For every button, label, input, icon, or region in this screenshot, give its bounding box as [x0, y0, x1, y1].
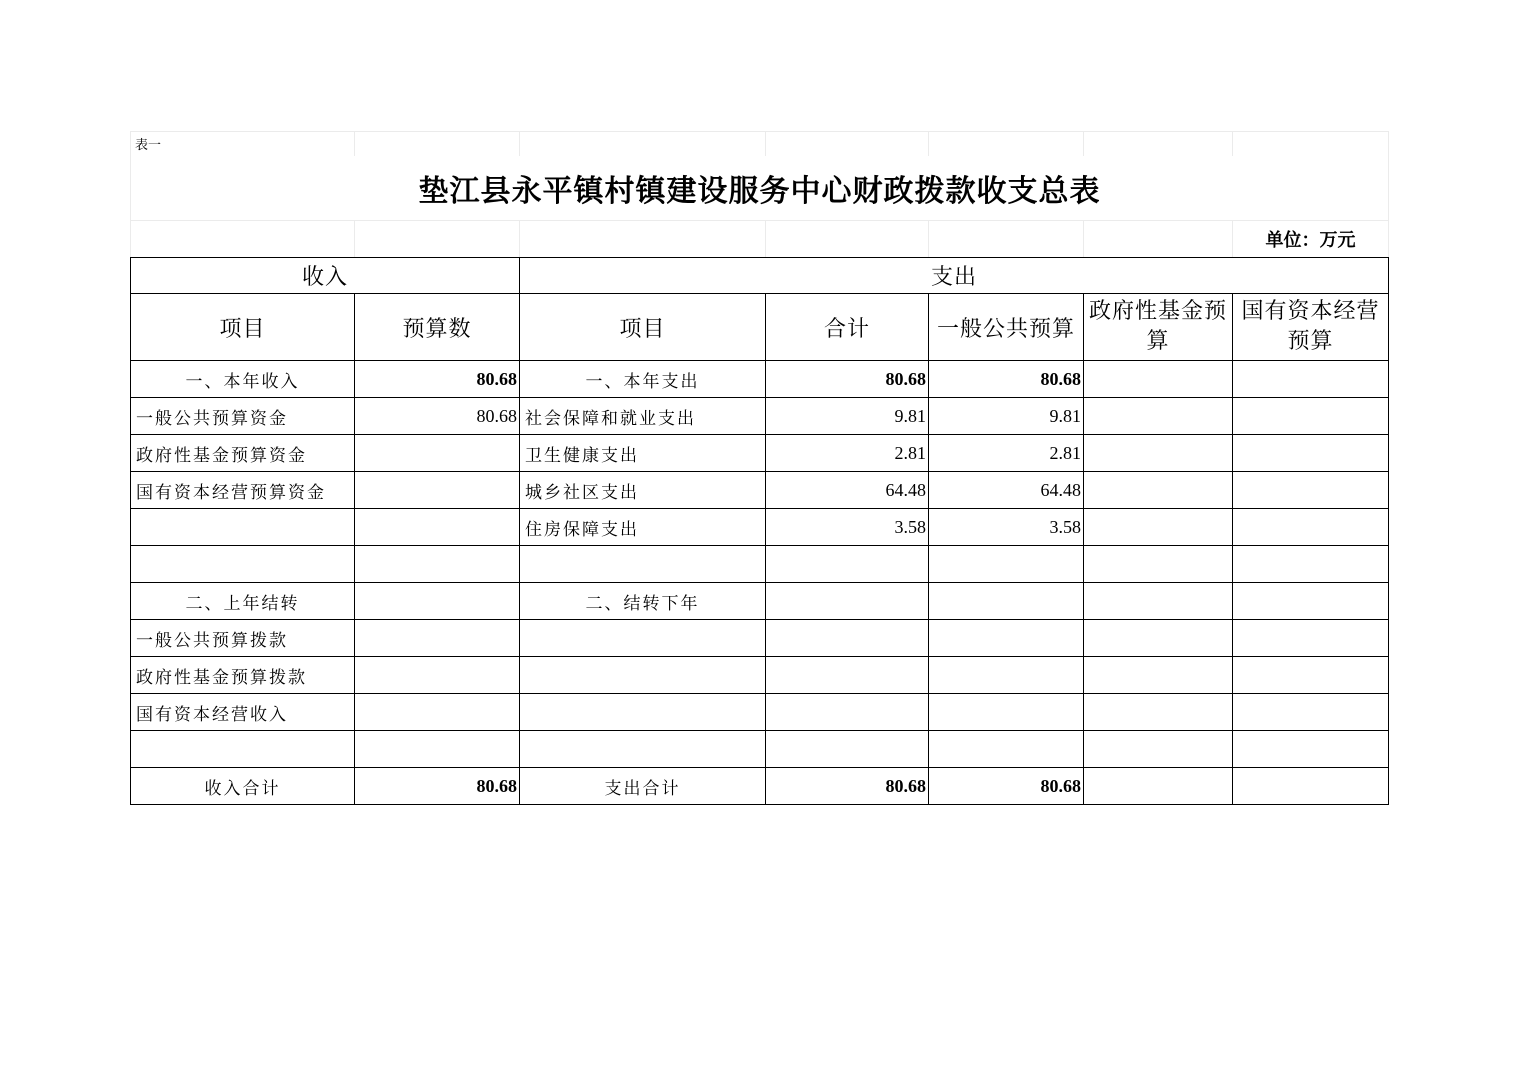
income-budget-header: 预算数	[355, 294, 520, 361]
expense-capital	[1233, 583, 1389, 620]
expense-total	[766, 694, 929, 731]
expense-item	[520, 731, 766, 768]
budget-summary-table	[130, 257, 1389, 805]
income-item	[131, 731, 355, 768]
income-budget	[355, 583, 520, 620]
grid-cell	[1233, 132, 1389, 156]
expense-item-header: 项目	[520, 294, 766, 361]
grid-cell	[355, 132, 520, 156]
table-row	[131, 472, 1389, 509]
expense-item: 城乡社区支出	[520, 472, 766, 509]
expense-total-header: 合计	[766, 294, 929, 361]
unit-label: 单位：万元	[1233, 221, 1389, 258]
expense-item	[520, 546, 766, 583]
table-row	[131, 694, 1389, 731]
expense-total	[766, 546, 929, 583]
expense-group-header: 支出	[520, 258, 1389, 294]
grid-cell	[131, 221, 355, 258]
grid-cell	[766, 132, 929, 156]
expense-general: 9.81	[929, 398, 1084, 435]
income-item: 一般公共预算资金	[131, 398, 355, 435]
expense-total: 80.68	[766, 361, 929, 398]
expense-total: 80.68	[766, 768, 929, 805]
income-budget: 80.68	[355, 361, 520, 398]
expense-general	[929, 546, 1084, 583]
expense-capital	[1233, 768, 1389, 805]
income-item: 二、上年结转	[131, 583, 355, 620]
expense-capital	[1233, 731, 1389, 768]
income-total-amount: 80.68	[355, 768, 520, 805]
grid-cell	[766, 221, 929, 258]
expense-item	[520, 694, 766, 731]
income-item: 国有资本经营收入	[131, 694, 355, 731]
grid-cell	[1084, 132, 1233, 156]
income-budget	[355, 546, 520, 583]
expense-item: 住房保障支出	[520, 509, 766, 546]
table-row	[131, 435, 1389, 472]
expense-fund	[1084, 546, 1233, 583]
expense-capital	[1233, 546, 1389, 583]
expense-item: 卫生健康支出	[520, 435, 766, 472]
expense-fund	[1084, 620, 1233, 657]
expense-general	[929, 694, 1084, 731]
expense-capital	[1233, 657, 1389, 694]
table-row	[131, 731, 1389, 768]
title-block	[130, 131, 1389, 258]
table-row	[131, 361, 1389, 398]
header-row-groups	[131, 258, 1389, 294]
expense-capital-header: 国有资本经营预算	[1233, 294, 1389, 361]
table-label: 表一	[131, 132, 355, 156]
income-item: 一、本年收入	[131, 361, 355, 398]
expense-fund-header: 政府性基金预算	[1084, 294, 1233, 361]
expense-general: 64.48	[929, 472, 1084, 509]
income-item: 一般公共预算拨款	[131, 620, 355, 657]
expense-total: 9.81	[766, 398, 929, 435]
expense-general	[929, 583, 1084, 620]
totals-row	[131, 768, 1389, 805]
table-row	[131, 546, 1389, 583]
income-budget	[355, 731, 520, 768]
expense-fund	[1084, 694, 1233, 731]
income-item: 政府性基金预算拨款	[131, 657, 355, 694]
table-row	[131, 398, 1389, 435]
table-row	[131, 583, 1389, 620]
income-item	[131, 546, 355, 583]
income-budget	[355, 435, 520, 472]
expense-total	[766, 657, 929, 694]
grid-cell	[1084, 221, 1233, 258]
income-item: 政府性基金预算资金	[131, 435, 355, 472]
table-row	[131, 620, 1389, 657]
expense-fund	[1084, 435, 1233, 472]
expense-total	[766, 731, 929, 768]
income-total-label: 收入合计	[131, 768, 355, 805]
expense-capital	[1233, 398, 1389, 435]
income-group-header: 收入	[131, 258, 520, 294]
expense-item	[520, 657, 766, 694]
expense-general: 3.58	[929, 509, 1084, 546]
expense-general	[929, 620, 1084, 657]
expense-general-header: 一般公共预算	[929, 294, 1084, 361]
expense-fund	[1084, 361, 1233, 398]
expense-item	[520, 620, 766, 657]
expense-total: 3.58	[766, 509, 929, 546]
expense-fund	[1084, 657, 1233, 694]
grid-cell	[929, 132, 1084, 156]
expense-fund	[1084, 731, 1233, 768]
expense-total-label: 支出合计	[520, 768, 766, 805]
income-budget	[355, 657, 520, 694]
grid-cell	[929, 221, 1084, 258]
expense-fund	[1084, 509, 1233, 546]
expense-item: 二、结转下年	[520, 583, 766, 620]
income-item: 国有资本经营预算资金	[131, 472, 355, 509]
grid-cell	[520, 221, 766, 258]
expense-fund	[1084, 472, 1233, 509]
expense-fund	[1084, 583, 1233, 620]
income-budget	[355, 509, 520, 546]
expense-capital	[1233, 435, 1389, 472]
income-budget	[355, 694, 520, 731]
income-item	[131, 509, 355, 546]
income-item-header: 项目	[131, 294, 355, 361]
expense-general	[929, 731, 1084, 768]
document-title: 垫江县永平镇村镇建设服务中心财政拨款收支总表	[131, 156, 1389, 221]
expense-item: 一、本年支出	[520, 361, 766, 398]
expense-capital	[1233, 620, 1389, 657]
expense-fund	[1084, 398, 1233, 435]
expense-capital	[1233, 694, 1389, 731]
expense-total	[766, 620, 929, 657]
table-row	[131, 657, 1389, 694]
expense-general: 80.68	[929, 768, 1084, 805]
expense-item: 社会保障和就业支出	[520, 398, 766, 435]
expense-capital	[1233, 361, 1389, 398]
income-budget	[355, 472, 520, 509]
expense-general: 80.68	[929, 361, 1084, 398]
income-budget	[355, 620, 520, 657]
expense-general: 2.81	[929, 435, 1084, 472]
income-budget: 80.68	[355, 398, 520, 435]
expense-capital	[1233, 509, 1389, 546]
expense-total: 64.48	[766, 472, 929, 509]
header-row-columns	[131, 294, 1389, 361]
expense-general	[929, 657, 1084, 694]
expense-fund	[1084, 768, 1233, 805]
table-row	[131, 509, 1389, 546]
expense-total: 2.81	[766, 435, 929, 472]
grid-cell	[520, 132, 766, 156]
expense-capital	[1233, 472, 1389, 509]
expense-total	[766, 583, 929, 620]
grid-cell	[355, 221, 520, 258]
